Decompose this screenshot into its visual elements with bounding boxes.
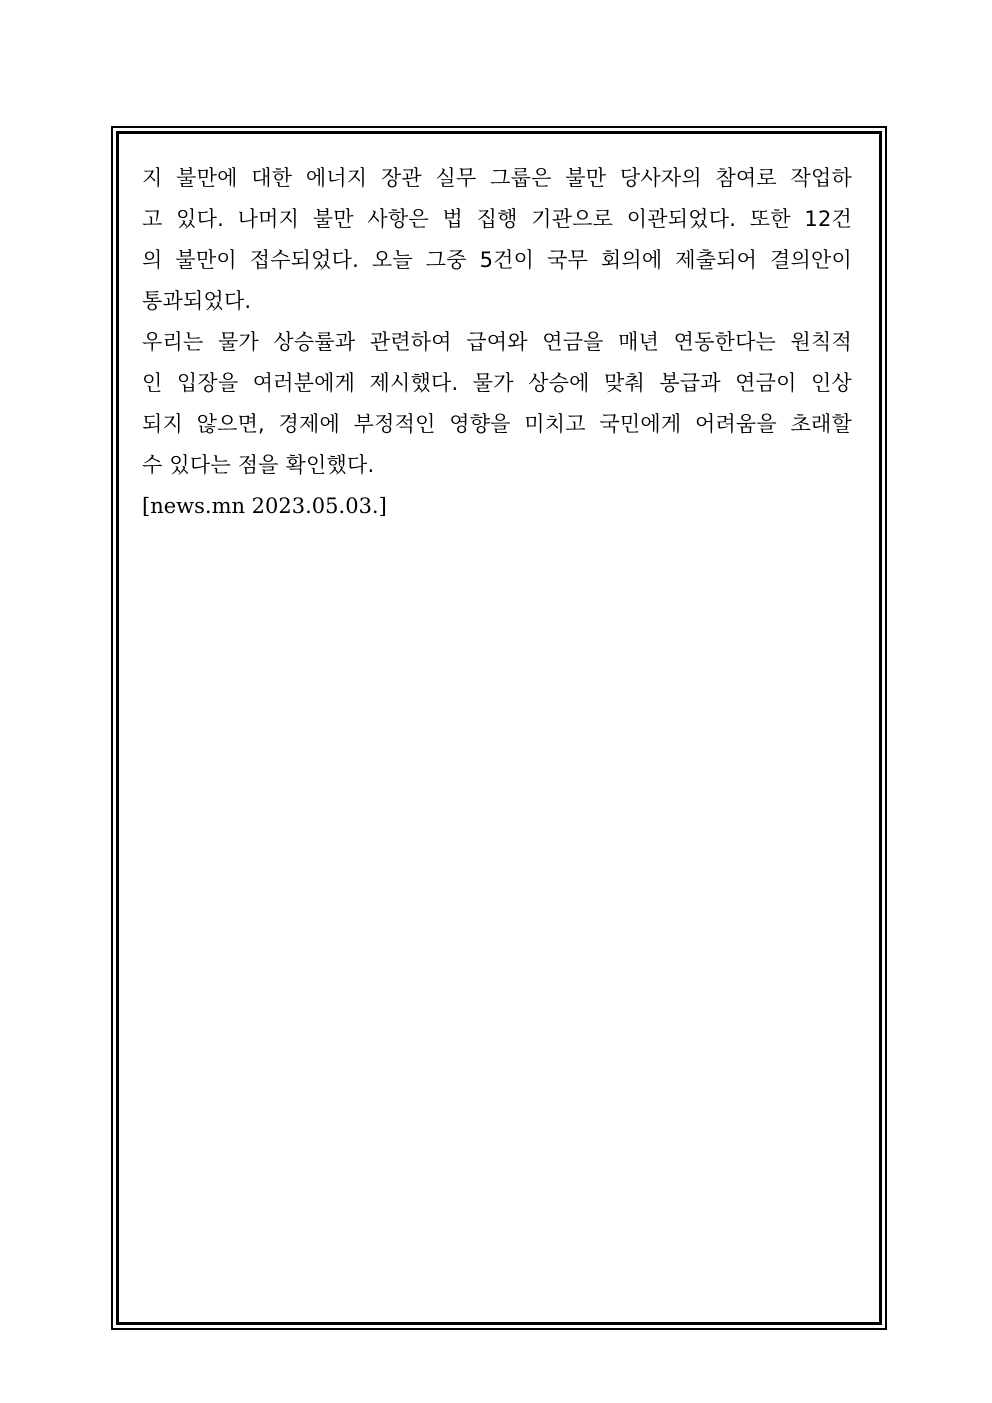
text-line: 고 있다. 나머지 불만 사항은 법 집행 기관으로 이관되었다. 또한 12건: [142, 207, 852, 231]
text-line: 되지 않으면, 경제에 부정적인 영향을 미치고 국민에게 어려움을 초래할: [142, 412, 852, 436]
paragraph-complaints: [142, 158, 852, 322]
document-body: [142, 158, 852, 527]
text-line: 지 불만에 대한 에너지 장관 실무 그룹은 불만 당사자의 참여로 작업하: [142, 166, 852, 190]
text-line: 우리는 물가 상승률과 관련하여 급여와 연금을 매년 연동한다는 원칙적: [142, 330, 852, 354]
text-line: 통과되었다.: [142, 289, 252, 313]
paragraph-wages-pensions: [142, 322, 852, 486]
text-line: 인 입장을 여러분에게 제시했다. 물가 상승에 맞춰 봉급과 연금이 인상: [142, 371, 852, 395]
source-citation: [news.mn 2023.05.03.]: [142, 494, 387, 518]
text-line: 수 있다는 점을 확인했다.: [142, 453, 375, 477]
text-line: 의 불만이 접수되었다. 오늘 그중 5건이 국무 회의에 제출되어 결의안이: [142, 248, 852, 272]
